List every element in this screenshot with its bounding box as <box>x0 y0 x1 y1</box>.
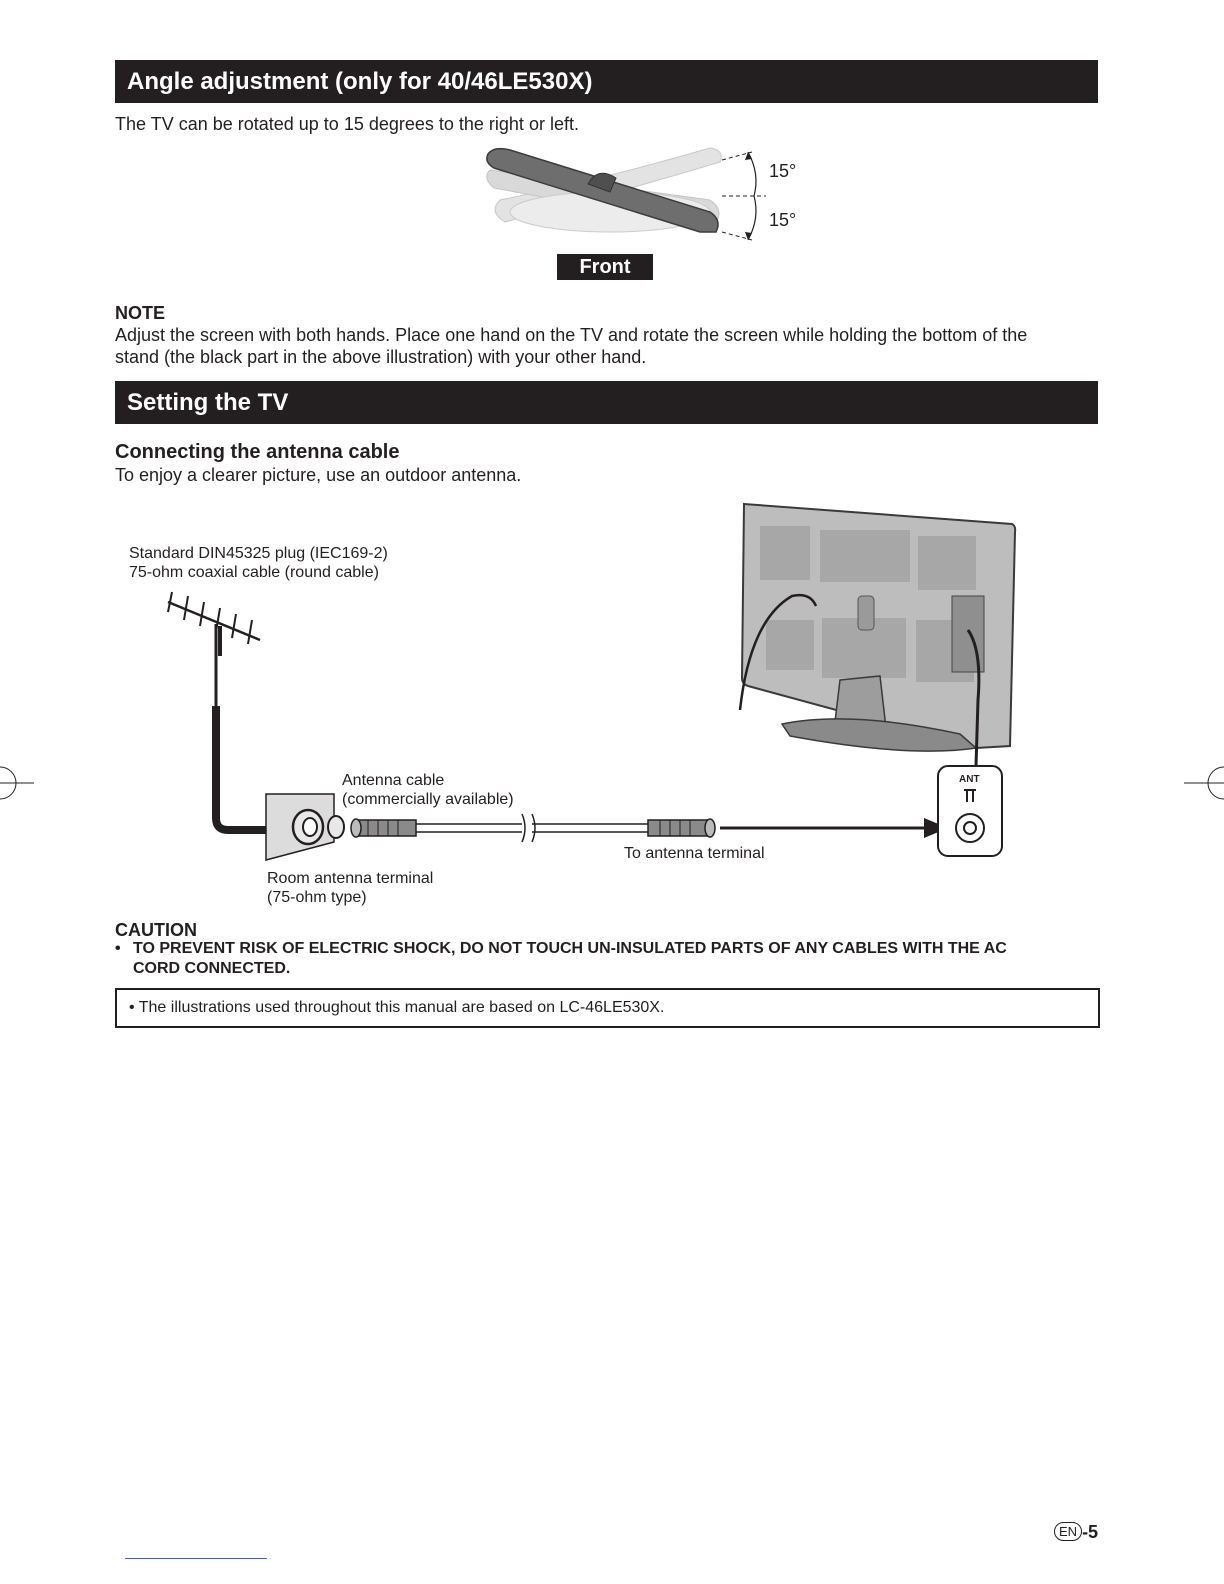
section-title-angle-adjustment: Angle adjustment (only for 40/46LE530X) <box>115 60 1098 103</box>
front-label: Front <box>557 254 653 280</box>
room-terminal-label-line-1: Room antenna terminal <box>267 870 434 887</box>
note-line-1: Adjust the screen with both hands. Place one hand on the TV and rotate the screen while holding the bottom of the <box>115 325 1028 345</box>
language-badge: EN <box>1054 1522 1082 1541</box>
page-number-value: -5 <box>1082 1522 1099 1542</box>
subheading-antenna-cable: Connecting the antenna cable <box>115 441 400 463</box>
registration-mark-right <box>1184 766 1224 800</box>
page-number <box>1054 1522 1098 1543</box>
angle-label-bottom: 15° <box>769 210 797 230</box>
caution-line-1: TO PREVENT RISK OF ELECTRIC SHOCK, DO NOT TOUCH UN-INSULATED PARTS OF ANY CABLES WITH THE AC <box>133 940 1007 957</box>
caution-warning <box>115 939 1105 979</box>
antenna-intro-text: To enjoy a clearer picture, use an outdoor antenna. <box>115 465 522 485</box>
illustration-note-box: • The illustrations used throughout this manual are based on LC-46LE530X. <box>115 988 1100 1028</box>
note-heading: NOTE <box>115 303 166 323</box>
angle-intro-text: The TV can be rotated up to 15 degrees to the right or left. <box>115 114 579 134</box>
antenna-connection-diagram <box>150 590 1020 870</box>
room-terminal-label-line-2: (75-ohm type) <box>267 889 367 906</box>
registration-mark-left <box>0 766 34 800</box>
tv-rotation-illustration <box>480 140 810 250</box>
to-antenna-terminal-label: To antenna terminal <box>624 845 765 862</box>
bottom-link-line <box>125 1558 267 1559</box>
caution-line-2: CORD CONNECTED. <box>133 960 291 977</box>
angle-label-top: 15° <box>769 161 797 181</box>
caution-heading: CAUTION <box>115 920 197 940</box>
antenna-cable-label-line-1: Antenna cable <box>342 772 445 789</box>
plug-label-line-1: Standard DIN45325 plug (IEC169-2) <box>129 545 388 562</box>
antenna-cable-label-line-2: (commercially available) <box>342 791 514 808</box>
caution-bullet: • <box>115 940 121 957</box>
section-title-setting-tv: Setting the TV <box>115 381 1098 424</box>
plug-label-line-2: 75-ohm coaxial cable (round cable) <box>129 564 379 581</box>
ant-terminal-label: ANT <box>959 774 980 785</box>
note-line-2: stand (the black part in the above illustration) with your other hand. <box>115 347 647 367</box>
